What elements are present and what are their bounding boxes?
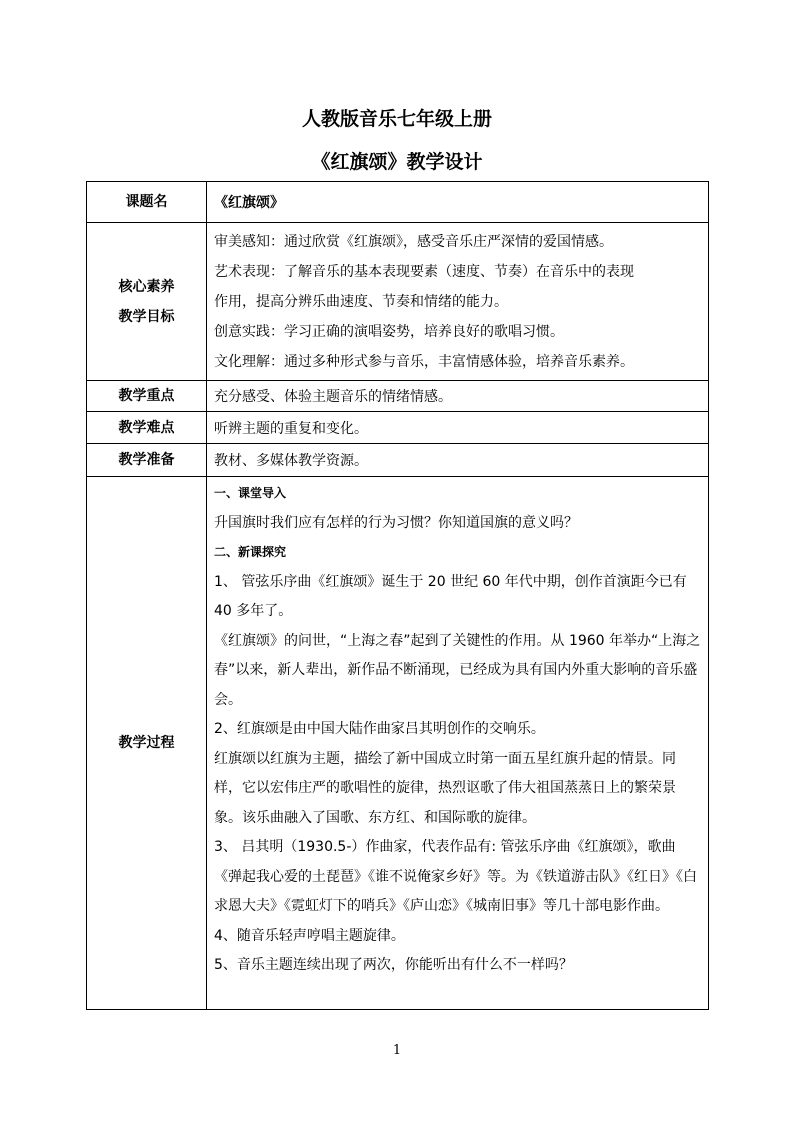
goal-line: 审美感知：通过欣赏《红旗颂》，感受音乐庄严深情的爱国情感。	[214, 233, 613, 250]
process-content	[207, 477, 709, 1010]
paragraph: 红旗颂以红旗为主题，描绘了新中国成立时第一面五星红旗升起的情景。同样，它以宏伟庄严的歌唱性的旋律，热烈讴歌了伟大祖国蒸蒸日上的繁荣景象。该乐曲融入了国歌、东方红、和国际歌的旋律。	[214, 750, 676, 826]
goal-line: 创意实践：学习正确的演唱姿势，培养良好的歌唱习惯。	[214, 323, 564, 340]
preparation-value: 教材、多媒体教学资源。	[207, 444, 709, 477]
difficulty-label: 教学难点	[87, 412, 207, 444]
difficulty-value: 听辨主题的重复和变化。	[207, 412, 709, 444]
table-row-goals	[87, 223, 709, 381]
goals-label-line2: 教学目标	[118, 308, 175, 325]
paragraph: 5、音乐主题连续出现了两次，你能听出有什么不一样吗？	[214, 957, 573, 973]
table-row-key-point	[87, 381, 709, 412]
paragraph: 3、 吕其明（1930.5-）作曲家，代表作品有: 管弦乐序曲《红旗颂》，歌曲《弹起我心爱的土琵琶》《谁不说俺家乡好》等。为《铁道游击队》《红日》《白求恩大夫》《霓虹灯下的哨兵》《庐山恋》《城南旧事》等几十部电影作曲。	[214, 839, 697, 914]
process-label: 教学过程	[87, 477, 207, 1010]
topic-value-text: 《红旗颂》	[214, 195, 284, 211]
goal-line: 艺术表现：了解音乐的基本表现要素（速度、节奏）在音乐中的表现	[214, 263, 634, 280]
paragraph: 1、 管弦乐序曲《红旗颂》诞生于 20 世纪 60 年代中期，创作首演距今已有 40 多年了。	[214, 573, 687, 619]
lesson-plan-table	[86, 181, 709, 1010]
key-point-label: 教学重点	[87, 381, 207, 412]
goal-line: 作用，提高分辨乐曲速度、节奏和情绪的能力。	[214, 293, 508, 310]
paragraph: 4、随音乐轻声哼唱主题旋律。	[214, 927, 405, 944]
table-row-process	[87, 477, 709, 1010]
paragraph: 升国旗时我们应有怎样的行为习惯？你知道国旗的意义吗？	[214, 514, 578, 531]
goals-content	[207, 223, 709, 381]
section-heading: 一、课堂导入	[214, 486, 287, 500]
table-row-topic	[87, 182, 709, 223]
topic-value	[207, 182, 709, 223]
goal-line: 文化理解：通过多种形式参与音乐，丰富情感体验，培养音乐素养。	[214, 353, 634, 370]
page-number: 1	[392, 1043, 402, 1058]
document-subtitle: 《红旗颂》教学设计	[311, 151, 483, 173]
table-row-difficulty	[87, 412, 709, 444]
goals-label-line1: 核心素养	[118, 278, 175, 295]
table-row-preparation	[87, 444, 709, 477]
paragraph: 《红旗颂》的问世，“上海之春”起到了关键性的作用。从 1960 年举办“上海之春”以来，新人辈出，新作品不断涌现，已经成为具有国内外重大影响的音乐盛会。	[214, 632, 701, 708]
goals-label	[87, 223, 207, 381]
paragraph: 2、红旗颂是由中国大陆作曲家吕其明创作的交响乐。	[214, 721, 545, 737]
document-title: 人教版音乐七年级上册	[301, 108, 492, 130]
key-point-value: 充分感受、体验主题音乐的情绪情感。	[207, 381, 709, 412]
preparation-label: 教学准备	[87, 444, 207, 477]
section-heading: 二、新课探究	[214, 545, 287, 559]
topic-label: 课题名	[87, 182, 207, 223]
